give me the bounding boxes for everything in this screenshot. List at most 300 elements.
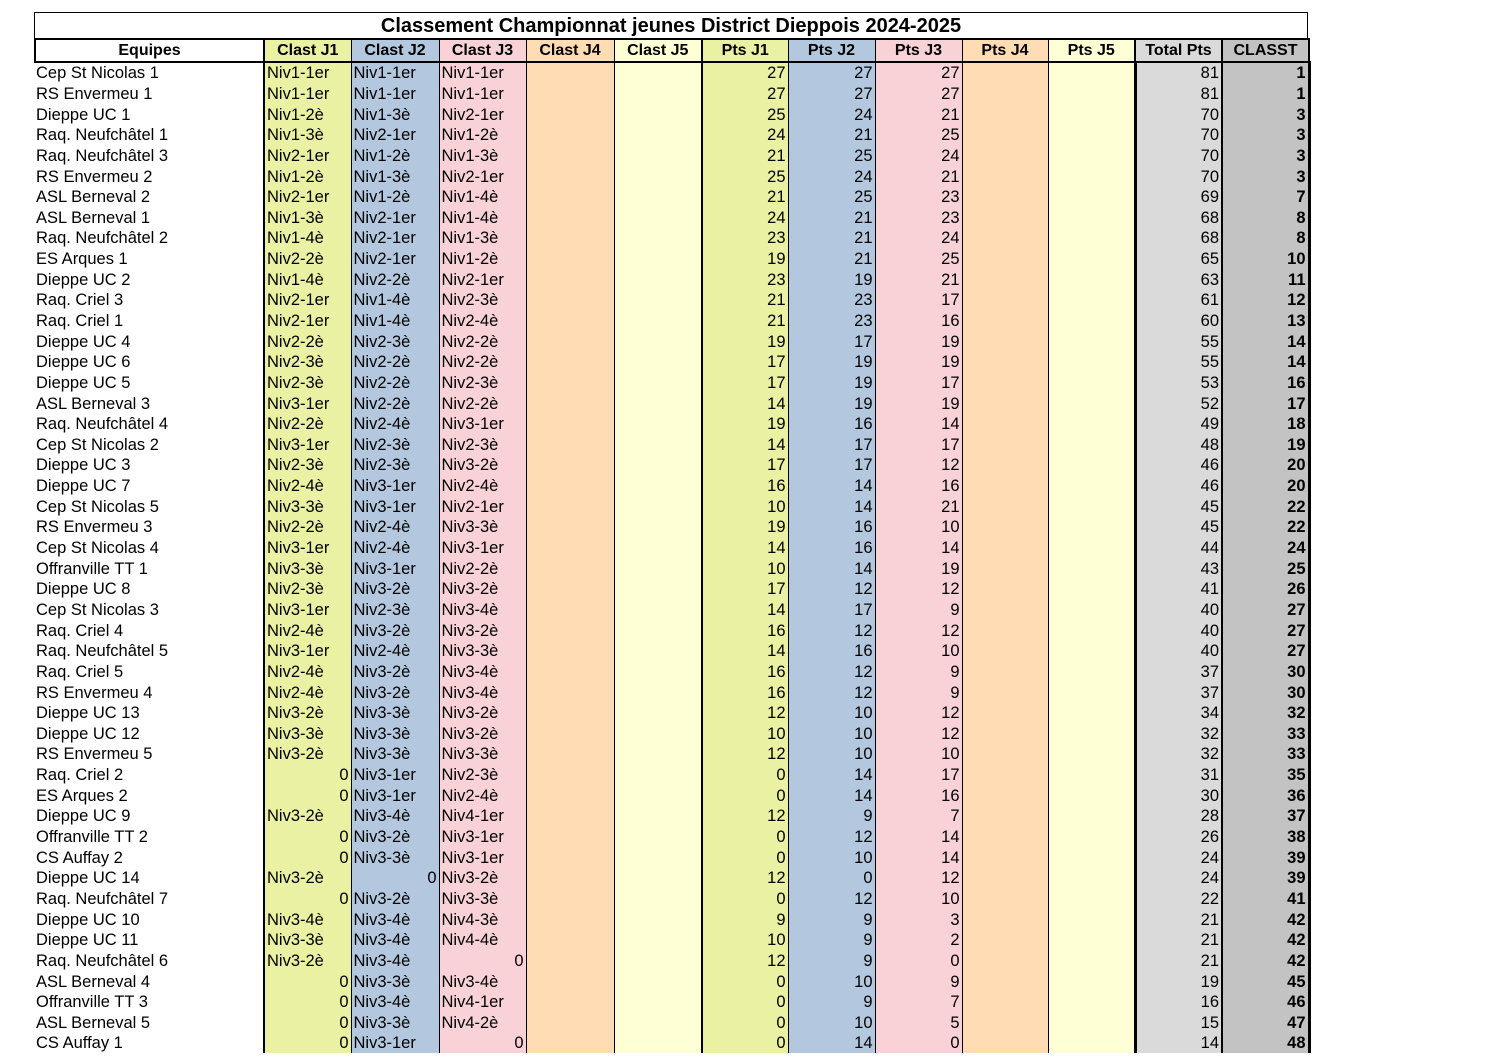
cell-pts-j4 [962, 373, 1048, 394]
header-total-pts: Total Pts [1135, 39, 1222, 62]
cell-clast-j4 [526, 724, 614, 745]
cell-pts-j3: 16 [875, 476, 962, 497]
cell-pts-j4 [962, 703, 1048, 724]
team-name: Cep St Nicolas 5 [35, 496, 264, 517]
table-row [35, 517, 1309, 538]
cell-clast-j1: Niv3-1er [264, 393, 351, 414]
cell-pts-j3: 21 [875, 496, 962, 517]
cell-pts-j1: 12 [702, 703, 788, 724]
cell-clast-j4 [526, 146, 614, 167]
cell-clast-j3: Niv4-1er [439, 806, 526, 827]
cell-pts-j5 [1048, 847, 1135, 868]
cell-clast-j3: Niv3-4è [439, 600, 526, 621]
cell-pts-j5 [1048, 682, 1135, 703]
cell-pts-j3: 9 [875, 662, 962, 683]
team-name: Raq. Neufchâtel 6 [35, 951, 264, 972]
cell-clast-j2: Niv1-2è [351, 146, 439, 167]
cell-pts-j4 [962, 538, 1048, 559]
table-row [35, 951, 1309, 972]
cell-clast-j1: 0 [264, 889, 351, 910]
table-row [35, 827, 1309, 848]
cell-pts-j4 [962, 682, 1048, 703]
table-row [35, 847, 1309, 868]
cell-clast-j3: Niv2-1er [439, 269, 526, 290]
table-row [35, 744, 1309, 765]
cell-pts-j4 [962, 228, 1048, 249]
cell-classt: 19 [1222, 435, 1309, 456]
cell-total-pts: 60 [1135, 311, 1222, 332]
cell-pts-j1: 21 [702, 311, 788, 332]
cell-pts-j4 [962, 1012, 1048, 1033]
table-row [35, 290, 1309, 311]
cell-pts-j2: 16 [788, 538, 875, 559]
cell-clast-j5 [614, 187, 702, 208]
cell-clast-j3: Niv3-3è [439, 744, 526, 765]
cell-pts-j4 [962, 992, 1048, 1013]
cell-pts-j1: 0 [702, 765, 788, 786]
team-name: Raq. Neufchâtel 5 [35, 641, 264, 662]
cell-clast-j1: Niv3-3è [264, 724, 351, 745]
cell-pts-j4 [962, 951, 1048, 972]
table-row [35, 785, 1309, 806]
team-name: Raq. Neufchâtel 4 [35, 414, 264, 435]
cell-pts-j2: 17 [788, 435, 875, 456]
cell-pts-j5 [1048, 517, 1135, 538]
cell-clast-j1: Niv2-1er [264, 146, 351, 167]
cell-pts-j5 [1048, 187, 1135, 208]
team-name: Raq. Neufchâtel 2 [35, 228, 264, 249]
cell-clast-j5 [614, 538, 702, 559]
team-name: CS Auffay 1 [35, 1033, 264, 1053]
cell-clast-j3: Niv2-2è [439, 558, 526, 579]
team-name: Dieppe UC 2 [35, 269, 264, 290]
cell-classt: 48 [1222, 1033, 1309, 1053]
table-row [35, 476, 1309, 497]
cell-clast-j5 [614, 125, 702, 146]
cell-clast-j3: Niv2-4è [439, 311, 526, 332]
table-row [35, 414, 1309, 435]
team-name: Dieppe UC 4 [35, 331, 264, 352]
cell-pts-j2: 9 [788, 930, 875, 951]
header-pts-j2: Pts J2 [788, 39, 875, 62]
cell-total-pts: 70 [1135, 104, 1222, 125]
cell-clast-j2: Niv1-4è [351, 290, 439, 311]
cell-classt: 36 [1222, 785, 1309, 806]
cell-pts-j4 [962, 496, 1048, 517]
table-row [35, 435, 1309, 456]
cell-pts-j1: 14 [702, 538, 788, 559]
cell-clast-j4 [526, 62, 614, 84]
cell-pts-j3: 19 [875, 558, 962, 579]
header-equipes: Equipes [35, 39, 264, 62]
cell-pts-j1: 19 [702, 249, 788, 270]
cell-clast-j3: Niv3-3è [439, 641, 526, 662]
cell-pts-j5 [1048, 992, 1135, 1013]
cell-pts-j5 [1048, 971, 1135, 992]
cell-total-pts: 40 [1135, 641, 1222, 662]
cell-clast-j5 [614, 971, 702, 992]
cell-clast-j1: Niv1-1er [264, 62, 351, 84]
cell-pts-j3: 27 [875, 84, 962, 105]
cell-classt: 20 [1222, 476, 1309, 497]
cell-pts-j2: 21 [788, 249, 875, 270]
cell-pts-j1: 0 [702, 1033, 788, 1053]
cell-pts-j1: 0 [702, 827, 788, 848]
cell-pts-j2: 10 [788, 971, 875, 992]
cell-clast-j5 [614, 104, 702, 125]
table-row [35, 104, 1309, 125]
cell-clast-j5 [614, 703, 702, 724]
cell-pts-j1: 25 [702, 104, 788, 125]
cell-pts-j5 [1048, 331, 1135, 352]
cell-pts-j5 [1048, 662, 1135, 683]
cell-pts-j4 [962, 827, 1048, 848]
cell-clast-j4 [526, 1012, 614, 1033]
cell-clast-j1: 0 [264, 827, 351, 848]
cell-pts-j4 [962, 579, 1048, 600]
cell-total-pts: 34 [1135, 703, 1222, 724]
cell-pts-j4 [962, 744, 1048, 765]
cell-pts-j3: 9 [875, 971, 962, 992]
cell-clast-j3: Niv3-2è [439, 724, 526, 745]
cell-pts-j4 [962, 1033, 1048, 1053]
cell-pts-j1: 0 [702, 971, 788, 992]
cell-pts-j5 [1048, 579, 1135, 600]
cell-clast-j2: Niv3-4è [351, 806, 439, 827]
sheet-title: Classement Championnat jeunes District Dieppois 2024-2025 [34, 12, 1308, 38]
cell-clast-j3: Niv2-3è [439, 765, 526, 786]
cell-classt: 22 [1222, 496, 1309, 517]
team-name: Dieppe UC 10 [35, 909, 264, 930]
cell-pts-j1: 9 [702, 909, 788, 930]
cell-classt: 22 [1222, 517, 1309, 538]
cell-pts-j5 [1048, 909, 1135, 930]
cell-pts-j2: 16 [788, 641, 875, 662]
cell-classt: 33 [1222, 744, 1309, 765]
cell-clast-j4 [526, 517, 614, 538]
cell-pts-j4 [962, 909, 1048, 930]
cell-clast-j3: Niv2-1er [439, 496, 526, 517]
cell-pts-j1: 0 [702, 847, 788, 868]
cell-clast-j2: Niv2-4è [351, 517, 439, 538]
cell-classt: 32 [1222, 703, 1309, 724]
table-row [35, 187, 1309, 208]
cell-pts-j3: 12 [875, 455, 962, 476]
cell-pts-j2: 21 [788, 228, 875, 249]
cell-total-pts: 68 [1135, 207, 1222, 228]
team-name: Dieppe UC 1 [35, 104, 264, 125]
cell-classt: 1 [1222, 84, 1309, 105]
cell-classt: 3 [1222, 125, 1309, 146]
cell-clast-j3: Niv3-4è [439, 682, 526, 703]
cell-clast-j1: Niv2-4è [264, 620, 351, 641]
cell-clast-j1: Niv2-4è [264, 476, 351, 497]
cell-pts-j3: 9 [875, 600, 962, 621]
cell-clast-j2: Niv1-1er [351, 84, 439, 105]
cell-pts-j3: 21 [875, 166, 962, 187]
cell-clast-j5 [614, 868, 702, 889]
cell-pts-j1: 24 [702, 207, 788, 228]
cell-classt: 47 [1222, 1012, 1309, 1033]
cell-pts-j1: 10 [702, 558, 788, 579]
cell-clast-j5 [614, 806, 702, 827]
cell-pts-j4 [962, 847, 1048, 868]
team-name: Cep St Nicolas 4 [35, 538, 264, 559]
cell-pts-j3: 23 [875, 187, 962, 208]
header-pts-j5: Pts J5 [1048, 39, 1135, 62]
cell-clast-j5 [614, 62, 702, 84]
cell-clast-j2: Niv3-1er [351, 1033, 439, 1053]
standings-sheet [34, 12, 1308, 1053]
cell-pts-j2: 12 [788, 662, 875, 683]
cell-clast-j3: Niv1-1er [439, 62, 526, 84]
cell-pts-j1: 14 [702, 393, 788, 414]
table-row [35, 724, 1309, 745]
cell-clast-j1: Niv1-3è [264, 207, 351, 228]
cell-clast-j4 [526, 290, 614, 311]
cell-pts-j4 [962, 62, 1048, 84]
cell-pts-j1: 25 [702, 166, 788, 187]
cell-clast-j5 [614, 620, 702, 641]
cell-clast-j2: Niv2-3è [351, 455, 439, 476]
cell-classt: 3 [1222, 166, 1309, 187]
table-row [35, 806, 1309, 827]
cell-pts-j4 [962, 311, 1048, 332]
cell-total-pts: 21 [1135, 930, 1222, 951]
cell-clast-j1: Niv3-3è [264, 930, 351, 951]
cell-clast-j4 [526, 414, 614, 435]
cell-classt: 39 [1222, 868, 1309, 889]
cell-pts-j5 [1048, 269, 1135, 290]
cell-clast-j3: Niv3-2è [439, 703, 526, 724]
cell-pts-j4 [962, 146, 1048, 167]
cell-classt: 27 [1222, 600, 1309, 621]
cell-pts-j5 [1048, 868, 1135, 889]
cell-clast-j5 [614, 352, 702, 373]
cell-pts-j1: 23 [702, 228, 788, 249]
cell-clast-j1: Niv3-2è [264, 951, 351, 972]
cell-clast-j4 [526, 1033, 614, 1053]
cell-clast-j5 [614, 744, 702, 765]
cell-total-pts: 52 [1135, 393, 1222, 414]
cell-pts-j3: 7 [875, 806, 962, 827]
cell-clast-j3: Niv2-3è [439, 373, 526, 394]
cell-clast-j4 [526, 125, 614, 146]
cell-clast-j3: Niv4-3è [439, 909, 526, 930]
cell-clast-j1: Niv2-3è [264, 352, 351, 373]
cell-classt: 25 [1222, 558, 1309, 579]
cell-clast-j2: Niv3-2è [351, 662, 439, 683]
cell-clast-j1: 0 [264, 1012, 351, 1033]
cell-clast-j3: Niv3-3è [439, 517, 526, 538]
cell-pts-j4 [962, 290, 1048, 311]
cell-clast-j4 [526, 909, 614, 930]
cell-pts-j1: 27 [702, 62, 788, 84]
cell-clast-j5 [614, 662, 702, 683]
cell-pts-j3: 9 [875, 682, 962, 703]
table-row [35, 249, 1309, 270]
cell-pts-j3: 19 [875, 352, 962, 373]
cell-total-pts: 70 [1135, 146, 1222, 167]
cell-pts-j3: 2 [875, 930, 962, 951]
cell-classt: 33 [1222, 724, 1309, 745]
cell-clast-j4 [526, 620, 614, 641]
cell-clast-j4 [526, 538, 614, 559]
cell-pts-j5 [1048, 620, 1135, 641]
team-name: Dieppe UC 7 [35, 476, 264, 497]
cell-total-pts: 55 [1135, 352, 1222, 373]
table-row [35, 538, 1309, 559]
cell-pts-j1: 16 [702, 620, 788, 641]
cell-clast-j5 [614, 331, 702, 352]
cell-pts-j3: 23 [875, 207, 962, 228]
cell-clast-j2: Niv3-4è [351, 951, 439, 972]
cell-pts-j4 [962, 414, 1048, 435]
header-classt: CLASST [1222, 39, 1309, 62]
cell-clast-j5 [614, 1012, 702, 1033]
cell-clast-j3: Niv3-1er [439, 414, 526, 435]
cell-pts-j1: 23 [702, 269, 788, 290]
cell-pts-j2: 17 [788, 455, 875, 476]
team-name: Raq. Criel 3 [35, 290, 264, 311]
cell-clast-j3: Niv1-1er [439, 84, 526, 105]
cell-clast-j1: Niv2-4è [264, 682, 351, 703]
cell-pts-j3: 21 [875, 104, 962, 125]
cell-pts-j1: 0 [702, 889, 788, 910]
cell-pts-j5 [1048, 84, 1135, 105]
cell-clast-j2: Niv3-4è [351, 930, 439, 951]
table-row [35, 352, 1309, 373]
cell-classt: 42 [1222, 951, 1309, 972]
cell-pts-j1: 17 [702, 579, 788, 600]
cell-pts-j2: 10 [788, 744, 875, 765]
cell-clast-j2: Niv3-1er [351, 558, 439, 579]
cell-classt: 8 [1222, 228, 1309, 249]
cell-total-pts: 55 [1135, 331, 1222, 352]
cell-pts-j4 [962, 806, 1048, 827]
cell-clast-j5 [614, 847, 702, 868]
cell-clast-j2: Niv2-2è [351, 269, 439, 290]
cell-clast-j1: Niv2-1er [264, 187, 351, 208]
cell-total-pts: 46 [1135, 476, 1222, 497]
team-name: RS Envermeu 4 [35, 682, 264, 703]
cell-total-pts: 81 [1135, 84, 1222, 105]
cell-clast-j1: Niv3-1er [264, 538, 351, 559]
team-name: Cep St Nicolas 1 [35, 62, 264, 84]
cell-clast-j5 [614, 992, 702, 1013]
cell-clast-j1: Niv2-3è [264, 373, 351, 394]
team-name: ASL Berneval 2 [35, 187, 264, 208]
cell-clast-j4 [526, 496, 614, 517]
cell-total-pts: 16 [1135, 992, 1222, 1013]
cell-clast-j4 [526, 806, 614, 827]
cell-clast-j2: Niv2-2è [351, 352, 439, 373]
cell-clast-j5 [614, 496, 702, 517]
cell-clast-j3: Niv3-3è [439, 889, 526, 910]
team-name: Dieppe UC 14 [35, 868, 264, 889]
cell-pts-j1: 19 [702, 331, 788, 352]
cell-clast-j2: Niv1-2è [351, 187, 439, 208]
team-name: RS Envermeu 5 [35, 744, 264, 765]
team-name: RS Envermeu 3 [35, 517, 264, 538]
cell-pts-j3: 17 [875, 290, 962, 311]
cell-pts-j4 [962, 868, 1048, 889]
cell-classt: 30 [1222, 662, 1309, 683]
cell-clast-j3: Niv3-4è [439, 662, 526, 683]
cell-clast-j4 [526, 269, 614, 290]
cell-pts-j4 [962, 104, 1048, 125]
table-row [35, 703, 1309, 724]
cell-total-pts: 32 [1135, 724, 1222, 745]
cell-pts-j2: 17 [788, 331, 875, 352]
cell-classt: 10 [1222, 249, 1309, 270]
cell-pts-j3: 5 [875, 1012, 962, 1033]
cell-clast-j2: Niv2-2è [351, 393, 439, 414]
cell-pts-j2: 16 [788, 414, 875, 435]
table-row [35, 641, 1309, 662]
cell-clast-j4 [526, 868, 614, 889]
cell-pts-j3: 16 [875, 785, 962, 806]
cell-pts-j3: 17 [875, 435, 962, 456]
cell-pts-j4 [962, 889, 1048, 910]
cell-pts-j1: 14 [702, 600, 788, 621]
cell-clast-j4 [526, 331, 614, 352]
cell-clast-j1: Niv2-2è [264, 331, 351, 352]
cell-clast-j4 [526, 785, 614, 806]
cell-pts-j1: 12 [702, 806, 788, 827]
cell-clast-j5 [614, 641, 702, 662]
cell-clast-j4 [526, 228, 614, 249]
cell-classt: 27 [1222, 641, 1309, 662]
cell-total-pts: 32 [1135, 744, 1222, 765]
cell-pts-j3: 14 [875, 538, 962, 559]
cell-pts-j4 [962, 207, 1048, 228]
cell-clast-j2: Niv3-3è [351, 724, 439, 745]
cell-clast-j1: Niv3-4è [264, 909, 351, 930]
table-row [35, 455, 1309, 476]
team-name: Offranville TT 2 [35, 827, 264, 848]
cell-pts-j5 [1048, 744, 1135, 765]
cell-classt: 12 [1222, 290, 1309, 311]
cell-total-pts: 26 [1135, 827, 1222, 848]
team-name: ES Arques 2 [35, 785, 264, 806]
cell-pts-j2: 12 [788, 827, 875, 848]
cell-clast-j5 [614, 290, 702, 311]
cell-clast-j3: 0 [439, 951, 526, 972]
cell-clast-j4 [526, 435, 614, 456]
cell-clast-j4 [526, 311, 614, 332]
cell-classt: 3 [1222, 104, 1309, 125]
team-name: Raq. Criel 1 [35, 311, 264, 332]
cell-pts-j5 [1048, 228, 1135, 249]
cell-pts-j2: 23 [788, 290, 875, 311]
cell-classt: 46 [1222, 992, 1309, 1013]
cell-pts-j5 [1048, 558, 1135, 579]
cell-pts-j4 [962, 930, 1048, 951]
cell-clast-j1: 0 [264, 971, 351, 992]
team-name: Raq. Neufchâtel 7 [35, 889, 264, 910]
cell-pts-j2: 9 [788, 909, 875, 930]
cell-pts-j3: 16 [875, 311, 962, 332]
cell-pts-j1: 10 [702, 930, 788, 951]
team-name: Offranville TT 1 [35, 558, 264, 579]
header-clast-j4: Clast J4 [526, 39, 614, 62]
cell-classt: 37 [1222, 806, 1309, 827]
cell-pts-j5 [1048, 104, 1135, 125]
cell-clast-j3: Niv4-1er [439, 992, 526, 1013]
cell-pts-j2: 27 [788, 62, 875, 84]
cell-total-pts: 43 [1135, 558, 1222, 579]
